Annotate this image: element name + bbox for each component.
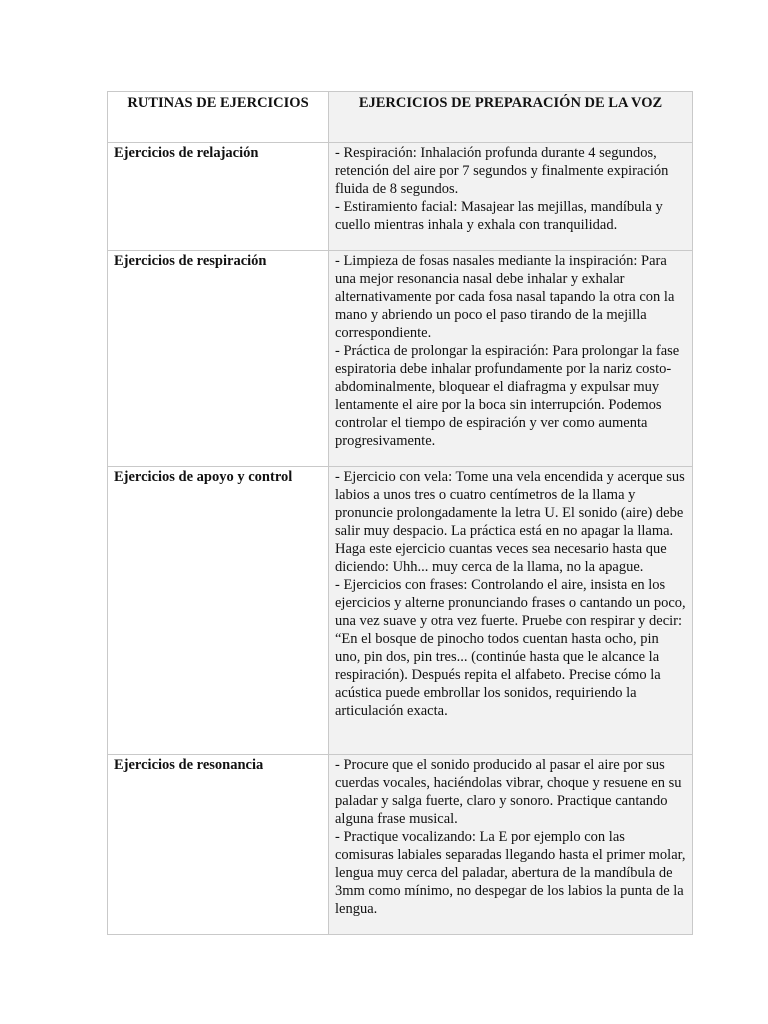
exercise-line: - Ejercicios con frases: Controlando el aire, insista en los ejercicios y alterne pronunciando frases o cantando un poco, una vez suave y otra vez fuerte. Pruebe con respirar y decir: “En el bosque de pinocho todos cuentan hasta ocho, pin uno, pin dos, pin tres... (continúe hasta que le alcance la respiración). Después repita el alfabeto. Precise cómo la acústica puede embrollar los sonidos, requiriendo la articulación exacta. [335,577,686,719]
exercise-description-cell [329,755,693,935]
exercise-description-cell [329,251,693,467]
column-header-routines: RUTINAS DE EJERCICIOS [108,92,329,143]
table-row-breathing [108,251,693,467]
exercise-line: - Limpieza de fosas nasales mediante la inspiración: Para una mejor resonancia nasal debe inhalar y exhalar alternativamente por cada fosa nasal tapando la otra con la mano y abriendo un poco el paso tirando de la mejilla correspondiente. [335,253,675,341]
routine-name-cell: Ejercicios de respiración [108,251,329,467]
table-row-support-control [108,467,693,755]
column-header-voice-preparation: EJERCICIOS DE PREPARACIÓN DE LA VOZ [329,92,693,143]
exercise-line: - Ejercicio con vela: Tome una vela encendida y acerque sus labios a unos tres o cuatro centímetros de la llama y pronuncie prolongadamente la letra U. El sonido (aire) debe salir muy despacio. La práctica está en no apagar la llama. Haga este ejercicio cuantas veces sea necesario hasta que diciendo: Uhh... muy cerca de la llama, no la apague. [335,469,685,575]
routine-name-cell: Ejercicios de resonancia [108,755,329,935]
exercise-line: - Práctica de prolongar la espiración: Para prolongar la fase espiratoria debe inhalar profundamente por la nariz costo-abdominalmente, bloquear el diafragma y expulsar muy lentamente el aire por la boca sin interrupción. Podemos controlar el tiempo de espiración y ver como aumenta progresivamente. [335,343,680,449]
routine-name-cell: Ejercicios de relajación [108,143,329,251]
routine-name-cell: Ejercicios de apoyo y control [108,467,329,755]
table-row-relaxation [108,143,693,251]
table-header-row [108,92,693,143]
exercise-line: - Procure que el sonido producido al pasar el aire por sus cuerdas vocales, haciéndolas vibrar, choque y resuene en su paladar y salga fuerte, claro y sonoro. Practique cantando alguna frase musical. [335,757,682,827]
exercise-line: - Practique vocalizando: La E por ejemplo con las comisuras labiales separadas llegando hasta el primer molar, lengua muy cerca del paladar, abertura de la mandíbula de 3mm como mínimo, no despegar de los labios la punta de la lengua. [335,829,686,917]
exercise-description-cell [329,467,693,755]
exercise-line: - Estiramiento facial: Masajear las mejillas, mandíbula y cuello mientras inhala y exhala con tranquilidad. [335,199,663,233]
exercise-description-cell [329,143,693,251]
exercise-line: - Respiración: Inhalación profunda durante 4 segundos, retención del aire por 7 segundos y finalmente expiración fluida de 8 segundos. [335,145,669,197]
table-row-resonance [108,755,693,935]
exercise-table [107,91,693,935]
